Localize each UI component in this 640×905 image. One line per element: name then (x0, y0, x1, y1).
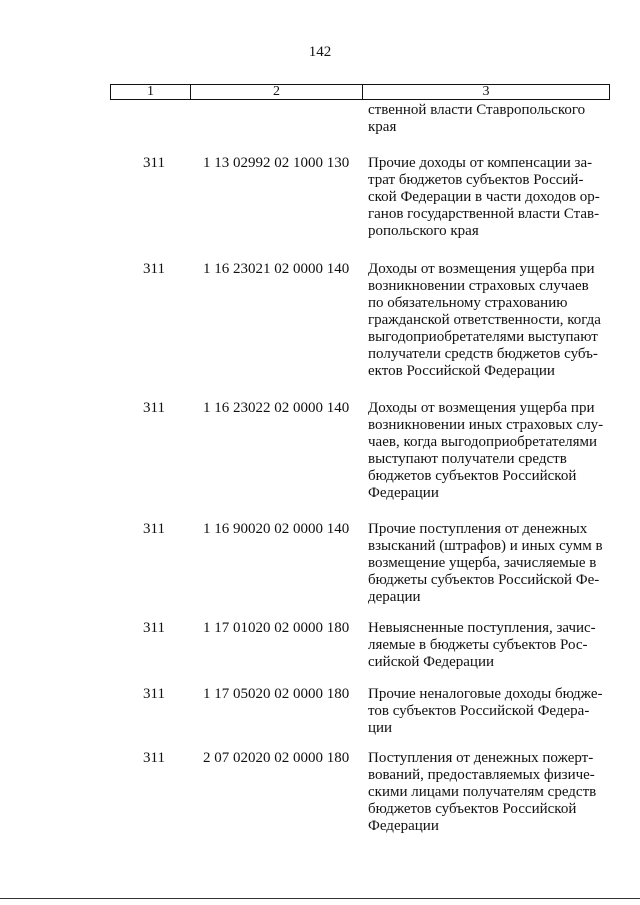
page-bottom-rule (0, 898, 640, 899)
row-description-line: взысканий (штрафов) и иных сумм в (368, 538, 603, 554)
row-admin-code: 311 (143, 155, 165, 171)
row-description-line: Федерации (368, 485, 439, 501)
row-description-line: ской Федерации в части доходов ор- (368, 189, 600, 205)
row-description-line: тов субъектов Российской Федера- (368, 703, 590, 719)
row-admin-code: 311 (143, 686, 165, 702)
column-header-2: 2 (191, 85, 363, 99)
row-description-line: ции (368, 720, 393, 736)
row-description-line: Невыясненные поступления, зачис- (368, 620, 596, 636)
row-budget-code: 1 13 02992 02 1000 130 (203, 155, 350, 171)
row-description-line: выгодоприобретателями выступают (368, 329, 598, 345)
row-admin-code: 311 (143, 521, 165, 537)
row-budget-code: 1 16 90020 02 0000 140 (203, 521, 350, 537)
column-header-3: 3 (482, 84, 490, 99)
row-description-line: Доходы от возмещения ущерба при (368, 400, 595, 416)
row-description-line: Доходы от возмещения ущерба при (368, 261, 595, 277)
row-description-line: Федерации (368, 818, 439, 834)
row-admin-code: 311 (143, 400, 165, 416)
column-header-1: 1 (111, 85, 191, 99)
row-description-line: трат бюджетов субъектов Россий- (368, 172, 584, 188)
row-description-line: выступают получатели средств (368, 451, 567, 467)
row-description-line: чаев, когда выгодоприобретателями (368, 434, 598, 450)
row-description-line: вований, предоставляемых физиче- (368, 767, 595, 783)
row-description-line: получатели средств бюджетов субъ- (368, 346, 598, 362)
row-description-line: бюджетов субъектов Российской (368, 801, 577, 817)
row-description-line: возмещение ущерба, зачисляемые в (368, 555, 597, 571)
row-budget-code: 1 17 05020 02 0000 180 (203, 686, 350, 702)
row-description-line: ганов государственной власти Став- (368, 206, 600, 222)
row-description-line: Прочие доходы от компенсации за- (368, 155, 593, 171)
row-budget-code: 2 07 02020 02 0000 180 (203, 750, 350, 766)
row-description-line: ляемые в бюджеты субъектов Рос- (368, 637, 588, 653)
row-description-line: дерации (368, 589, 421, 605)
row-description-line: гражданской ответственности, когда (368, 312, 601, 328)
row-description-line: ропольского края (368, 223, 479, 239)
row-budget-code: 1 16 23021 02 0000 140 (203, 261, 350, 277)
row-description-line: скими лицами получателям средств (368, 784, 597, 800)
continuation-line: ственной власти Ставропольского (368, 102, 586, 118)
page-number: 142 (308, 44, 332, 60)
row-description-line: возникновении страховых случаев (368, 278, 589, 294)
row-description-line: сийской Федерации (368, 654, 495, 670)
row-admin-code: 311 (143, 750, 165, 766)
row-description-line: Прочие неналоговые доходы бюдже- (368, 686, 603, 702)
row-description-line: Прочие поступления от денежных (368, 521, 588, 537)
continuation-line: края (368, 119, 397, 135)
row-description-line: возникновении иных страховых слу- (368, 417, 604, 433)
row-description-line: бюджеты субъектов Российской Фе- (368, 572, 600, 588)
table-column-header (110, 84, 610, 100)
row-budget-code: 1 17 01020 02 0000 180 (203, 620, 350, 636)
row-budget-code: 1 16 23022 02 0000 140 (203, 400, 350, 416)
row-admin-code: 311 (143, 261, 165, 277)
row-description-line: по обязательному страхованию (368, 295, 568, 311)
row-description-line: бюджетов субъектов Российской (368, 468, 577, 484)
row-description-line: ектов Российской Федерации (368, 363, 555, 379)
row-description-line: Поступления от денежных пожерт- (368, 750, 594, 766)
row-admin-code: 311 (143, 620, 165, 636)
